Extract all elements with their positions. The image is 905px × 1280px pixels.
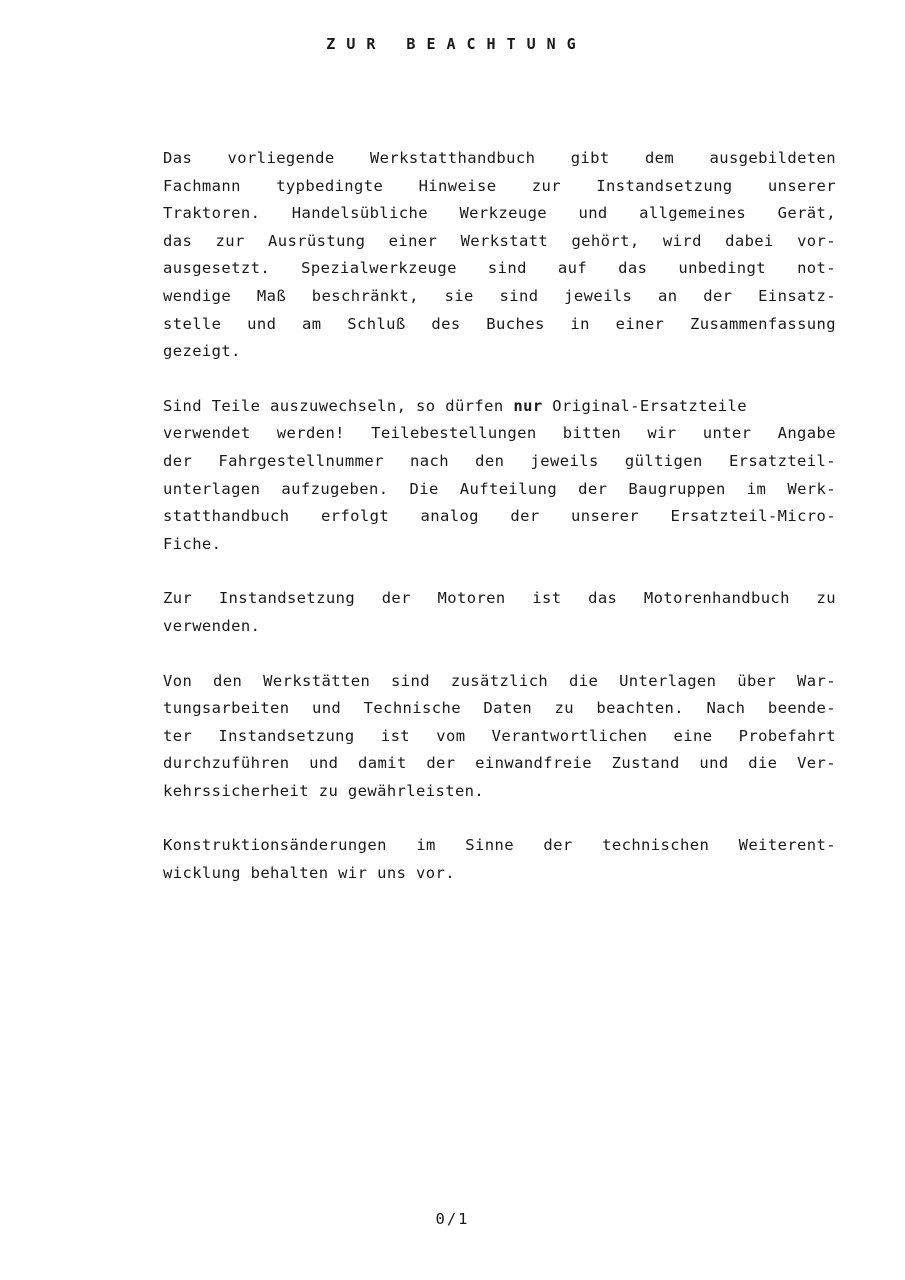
- text-line: gezeigt.: [163, 342, 241, 361]
- text-line: ausgesetzt. Spezialwerkzeuge sind auf das unbedingt not-: [163, 259, 836, 278]
- text-line: verwendet werden! Teilebestellungen bitten wir unter Angabe: [163, 424, 836, 443]
- text-line: wicklung behalten wir uns vor.: [163, 864, 455, 883]
- paragraph-intro: [163, 145, 836, 366]
- page-number: 0/1: [435, 1210, 470, 1228]
- text-line: Zur Instandsetzung der Motoren ist das Motorenhandbuch zu: [163, 589, 836, 608]
- text-line: Fiche.: [163, 534, 222, 553]
- text-line: unterlagen aufzugeben. Die Aufteilung der Baugruppen im Werk-: [163, 479, 836, 498]
- text-line: Traktoren. Handelsübliche Werkzeuge und allgemeines Gerät,: [163, 204, 836, 223]
- text-line: stelle und am Schluß des Buches in einer Zusammenfassung: [163, 314, 836, 333]
- text-line: Von den Werkstätten sind zusätzlich die Unterlagen über War-: [163, 671, 836, 690]
- text-segment: Original-Ersatzteile: [552, 396, 747, 415]
- text-line: verwenden.: [163, 616, 261, 635]
- text-line: Konstruktionsänderungen im Sinne der technischen Weiterent-: [163, 836, 836, 855]
- paragraph-engines: [163, 585, 836, 640]
- paragraph-changes: [163, 832, 836, 887]
- paragraph-workshops: [163, 668, 836, 806]
- text-line: durchzuführen und damit der einwandfreie Zustand und die Ver-: [163, 754, 836, 773]
- text-line: ter Instandsetzung ist vom Verantwortlichen eine Probefahrt: [163, 726, 836, 745]
- text-line: der Fahrgestellnummer nach den jeweils gültigen Ersatzteil-: [163, 451, 836, 470]
- text-line: statthandbuch erfolgt analog der unserer Ersatzteil-Micro-: [163, 507, 836, 526]
- paragraph-spare-parts: [163, 393, 836, 559]
- text-line: wendige Maß beschränkt, sie sind jeweils an der Einsatz-: [163, 286, 836, 305]
- text-line: Das vorliegende Werkstatthandbuch gibt dem ausgebildeten: [163, 149, 836, 167]
- text-segment: Sind Teile auszuwechseln, so dürfen: [163, 396, 504, 415]
- text-line: tungsarbeiten und Technische Daten zu beachten. Nach beende-: [163, 699, 836, 718]
- text-line: Fachmann typbedingte Hinweise zur Instandsetzung unserer: [163, 176, 836, 195]
- text-line: kehrssicherheit zu gewährleisten.: [163, 781, 485, 800]
- text-line: [163, 393, 836, 421]
- emphasis-text: nur: [513, 396, 543, 415]
- text-line: das zur Ausrüstung einer Werkstatt gehört, wird dabei vor-: [163, 231, 836, 250]
- page-title: ZUR BEACHTUNG: [326, 35, 587, 53]
- document-body: [163, 145, 836, 915]
